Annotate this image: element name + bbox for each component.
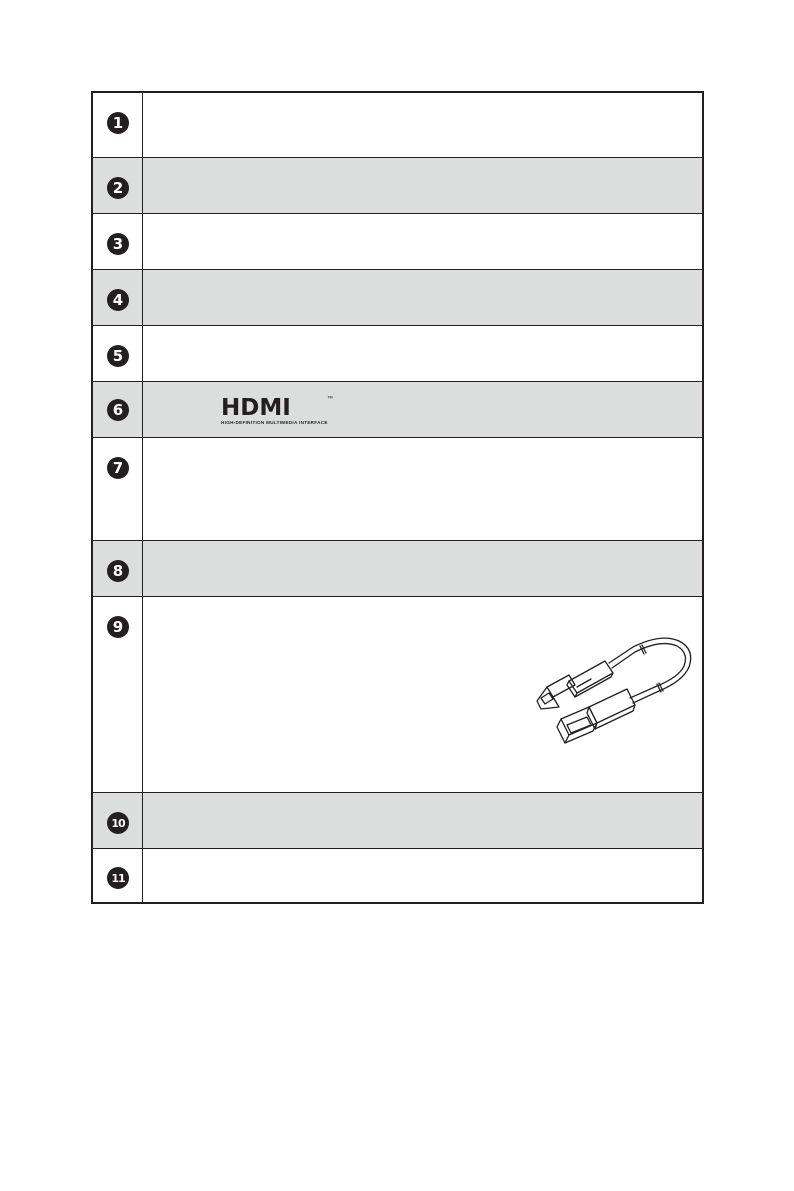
hdmi-logo — [221, 395, 333, 425]
number-badge-10: 10 — [107, 812, 129, 834]
hdmi-wordmark: HDMI — [221, 395, 291, 421]
number-badge-9: 9 — [107, 616, 129, 638]
table-row-8 — [93, 540, 702, 596]
content-cell — [143, 93, 702, 157]
number-badge-7: 7 — [107, 457, 129, 479]
table-row-6 — [93, 381, 702, 437]
table-row-7 — [93, 437, 702, 540]
table-row-2 — [93, 157, 702, 213]
number-badge-11: 11 — [107, 867, 129, 889]
content-cell — [143, 382, 702, 437]
number-badge-5: 5 — [107, 345, 129, 367]
number-cell — [93, 270, 143, 325]
content-cell — [143, 541, 702, 596]
number-cell — [93, 541, 143, 596]
number-cell — [93, 214, 143, 269]
table-row-3 — [93, 213, 702, 269]
content-cell — [143, 438, 702, 540]
table-row-5 — [93, 325, 702, 381]
content-cell — [143, 793, 702, 848]
hdmi-tagline: HIGH-DEFINITION MULTIMEDIA INTERFACE — [221, 420, 328, 425]
number-badge-1: 1 — [107, 112, 129, 134]
number-badge-6: 6 — [107, 399, 129, 421]
table-row-1 — [93, 93, 702, 157]
table-row-10 — [93, 792, 702, 848]
number-badge-3: 3 — [107, 233, 129, 255]
number-cell — [93, 597, 143, 792]
content-cell — [143, 326, 702, 381]
number-cell — [93, 158, 143, 213]
number-cell — [93, 93, 143, 157]
hdmi-trademark: ™ — [327, 396, 333, 402]
number-cell — [93, 793, 143, 848]
content-cell — [143, 597, 702, 792]
number-badge-2: 2 — [107, 177, 129, 199]
table-row-9 — [93, 596, 702, 792]
content-cell — [143, 849, 702, 902]
table-row-4 — [93, 269, 702, 325]
content-cell — [143, 214, 702, 269]
table-row-11 — [93, 848, 702, 902]
number-badge-4: 4 — [107, 289, 129, 311]
number-cell — [93, 382, 143, 437]
spec-table — [91, 91, 704, 904]
number-cell — [93, 849, 143, 902]
number-badge-8: 8 — [107, 560, 129, 582]
number-cell — [93, 438, 143, 540]
content-cell — [143, 158, 702, 213]
number-cell — [93, 326, 143, 381]
usb-cable-icon — [529, 627, 697, 773]
content-cell — [143, 270, 702, 325]
